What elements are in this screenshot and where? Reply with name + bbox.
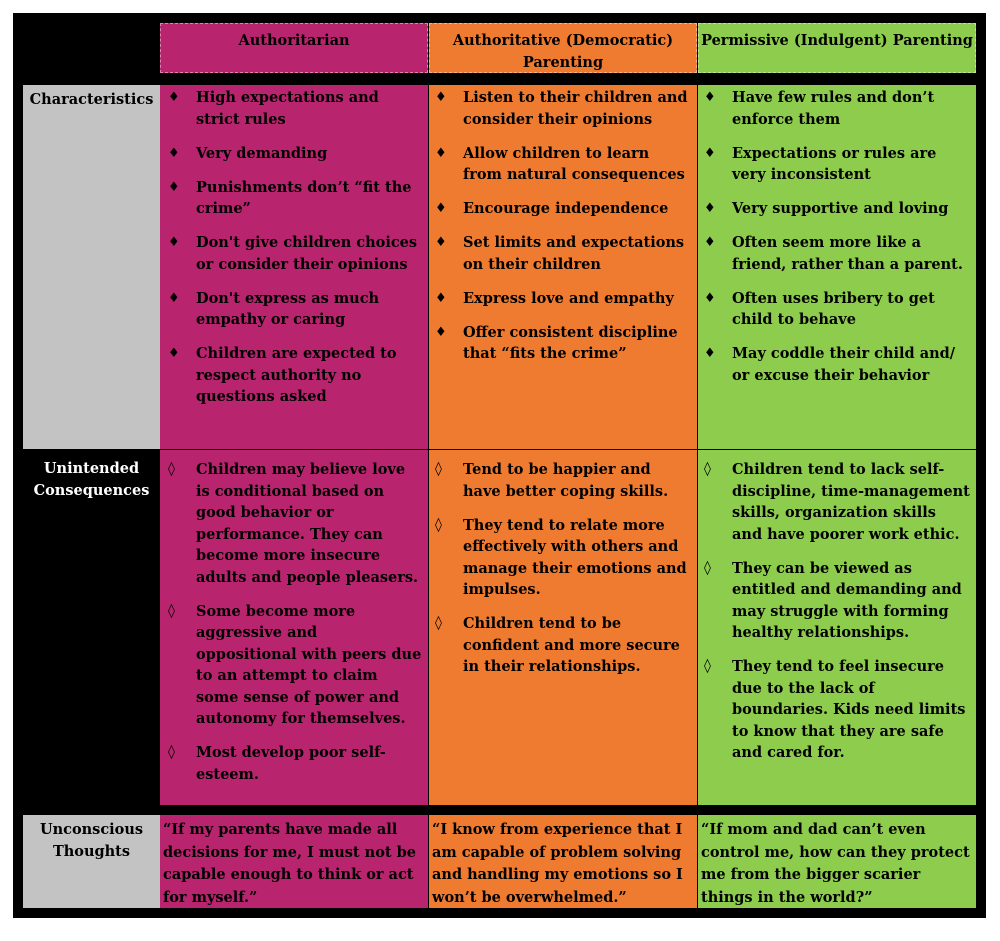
list-item-text: Some become more aggressive and oppositional with peers due to an attempt to claim some sense of power and autonomy for themselves. [196,602,422,727]
list-item-text: Children tend to lack self-discipline, time-management skills, organization skills and have poorer work ethic. [732,461,970,543]
header-authoritarian-label: Authoritarian [238,32,350,49]
consequences-authoritative [429,450,697,805]
diamond-bullet-icon: ♦ [435,90,447,105]
list-item-text: Express love and empathy [463,289,674,307]
list-item-text: Have few rules and don’t enforce them [732,89,935,128]
list-item [702,343,970,386]
list-item [433,232,691,275]
list-item [166,459,422,588]
list-item-text: They can be viewed as entitled and demanding and may struggle with forming healthy relationships. [732,559,962,641]
diamond-bullet-icon: ♦ [704,145,716,161]
diamond-bullet-icon: ♦ [168,90,180,105]
hollow-diamond-bullet-icon: ◊ [704,559,711,576]
diamond-bullet-icon: ♦ [168,235,180,250]
list-item [433,143,691,186]
list-item-text: High expectations and strict rules [196,89,379,128]
list-item-text: Punishments don’t “fit the crime” [196,178,412,217]
list-item-text: They tend to relate more effectively with others and manage their emotions and impulses. [463,516,687,598]
hollow-diamond-bullet-icon: ◊ [435,461,442,477]
list-item [702,143,970,186]
header-authoritative-label: Authoritative (Democratic) Parenting [452,32,674,71]
characteristics-authoritative [429,85,697,449]
list-item [702,288,970,331]
list-item [433,515,691,601]
thoughts-authoritative-text: “I know from experience that I am capable of problem solving and handling my emotions so I won’t be overwhelmed.” [432,821,683,906]
header-permissive [698,23,976,73]
list-item-text: Often seem more like a friend, rather than a parent. [732,234,963,273]
diamond-bullet-icon: ♦ [704,201,716,216]
thoughts-permissive [698,815,976,908]
list-item [702,656,970,764]
list-item [702,558,970,644]
thoughts-permissive-text: “If mom and dad can’t even control me, how can they protect me from the bigger scarier things in the world?” [701,821,970,906]
list-item [433,459,691,502]
list-item [433,87,691,130]
characteristics-authoritarian [160,85,428,449]
list-item-text: Set limits and expectations on their children [463,234,685,273]
consequences-authoritative-list [433,459,691,678]
header-authoritative [429,23,697,73]
list-item [702,232,970,275]
list-item-text: Expectations or rules are very inconsistent [732,144,937,183]
list-item-text: Allow children to learn from natural consequences [463,144,685,183]
list-item-text: Don't give children choices or consider their opinions [196,234,418,273]
list-item [702,459,970,545]
hollow-diamond-bullet-icon: ◊ [168,461,175,477]
list-item [433,198,691,220]
list-item-text: They tend to feel insecure due to the lack of boundaries. Kids need limits to know that they are safe and cared for. [732,658,966,761]
list-item [166,232,422,275]
list-item [702,198,970,220]
diamond-bullet-icon: ♦ [704,90,716,105]
list-item-text: May coddle their child and/ or excuse their behavior [732,345,956,384]
diamond-bullet-icon: ♦ [435,324,447,340]
diamond-bullet-icon: ♦ [435,201,447,216]
hollow-diamond-bullet-icon: ◊ [435,615,442,631]
list-item-text: Often uses bribery to get child to behave [732,289,935,328]
list-item [166,177,422,220]
list-item [166,288,422,331]
characteristics-authoritarian-list [166,87,422,408]
hollow-diamond-bullet-icon: ◊ [704,461,711,477]
list-item-text: Don't express as much empathy or caring [196,289,380,328]
list-item [166,343,422,408]
list-item-text: Encourage independence [463,200,669,217]
diamond-bullet-icon: ♦ [168,145,180,161]
list-item [166,601,422,730]
thoughts-authoritarian-text: “If my parents have made all decisions for me, I must not be capable enough to think or act for myself.” [163,821,417,906]
characteristics-permissive [698,85,976,449]
diamond-bullet-icon: ♦ [168,346,180,361]
list-item-text: Most develop poor self-esteem. [196,744,386,783]
row-label-thoughts-text: Unconscious Thoughts [39,821,144,860]
diamond-bullet-icon: ♦ [168,179,180,195]
diamond-bullet-icon: ♦ [704,290,716,306]
list-item [166,742,422,785]
list-item-text: Children tend to be confident and more secure in their relationships. [463,615,680,675]
list-item [433,322,691,365]
header-authoritarian [160,23,428,73]
list-item [433,288,691,310]
diamond-bullet-icon: ♦ [435,290,447,306]
row-label-characteristics-text: Characteristics [29,91,154,108]
list-item-text: Offer consistent discipline that “fits the crime” [463,323,678,362]
hollow-diamond-bullet-icon: ◊ [435,516,442,533]
list-item-text: Tend to be happier and have better coping skills. [463,461,669,500]
hollow-diamond-bullet-icon: ◊ [168,744,175,760]
row-label-consequences-text: Unintended Consequences [33,460,150,499]
thoughts-authoritative [429,815,697,908]
row-label-consequences [23,450,160,805]
hollow-diamond-bullet-icon: ◊ [704,658,711,674]
list-item [433,613,691,678]
diamond-bullet-icon: ♦ [704,235,716,250]
row-label-characteristics [23,85,160,449]
characteristics-permissive-list [702,87,970,386]
consequences-permissive-list [702,459,970,764]
diamond-bullet-icon: ♦ [435,145,447,161]
list-item-text: Listen to their children and consider their opinions [463,89,688,128]
list-item-text: Very demanding [196,144,328,162]
list-item-text: Very supportive and loving [732,200,949,217]
consequences-permissive [698,450,976,805]
diamond-bullet-icon: ♦ [704,346,716,361]
diamond-bullet-icon: ♦ [168,290,180,306]
row-label-thoughts [23,815,160,908]
hollow-diamond-bullet-icon: ◊ [168,602,175,619]
list-item [166,87,422,130]
list-item [702,87,970,130]
characteristics-authoritative-list [433,87,691,365]
header-permissive-label: Permissive (Indulgent) Parenting [701,32,973,49]
list-item [166,143,422,165]
list-item-text: Children may believe love is conditional based on good behavior or performance. They can become more insecure adults and people pleasers. [196,461,419,586]
diamond-bullet-icon: ♦ [435,235,447,250]
thoughts-authoritarian [160,815,428,908]
consequences-authoritarian-list [166,459,422,785]
consequences-authoritarian [160,450,428,805]
list-item-text: Children are expected to respect authority no questions asked [196,345,397,405]
